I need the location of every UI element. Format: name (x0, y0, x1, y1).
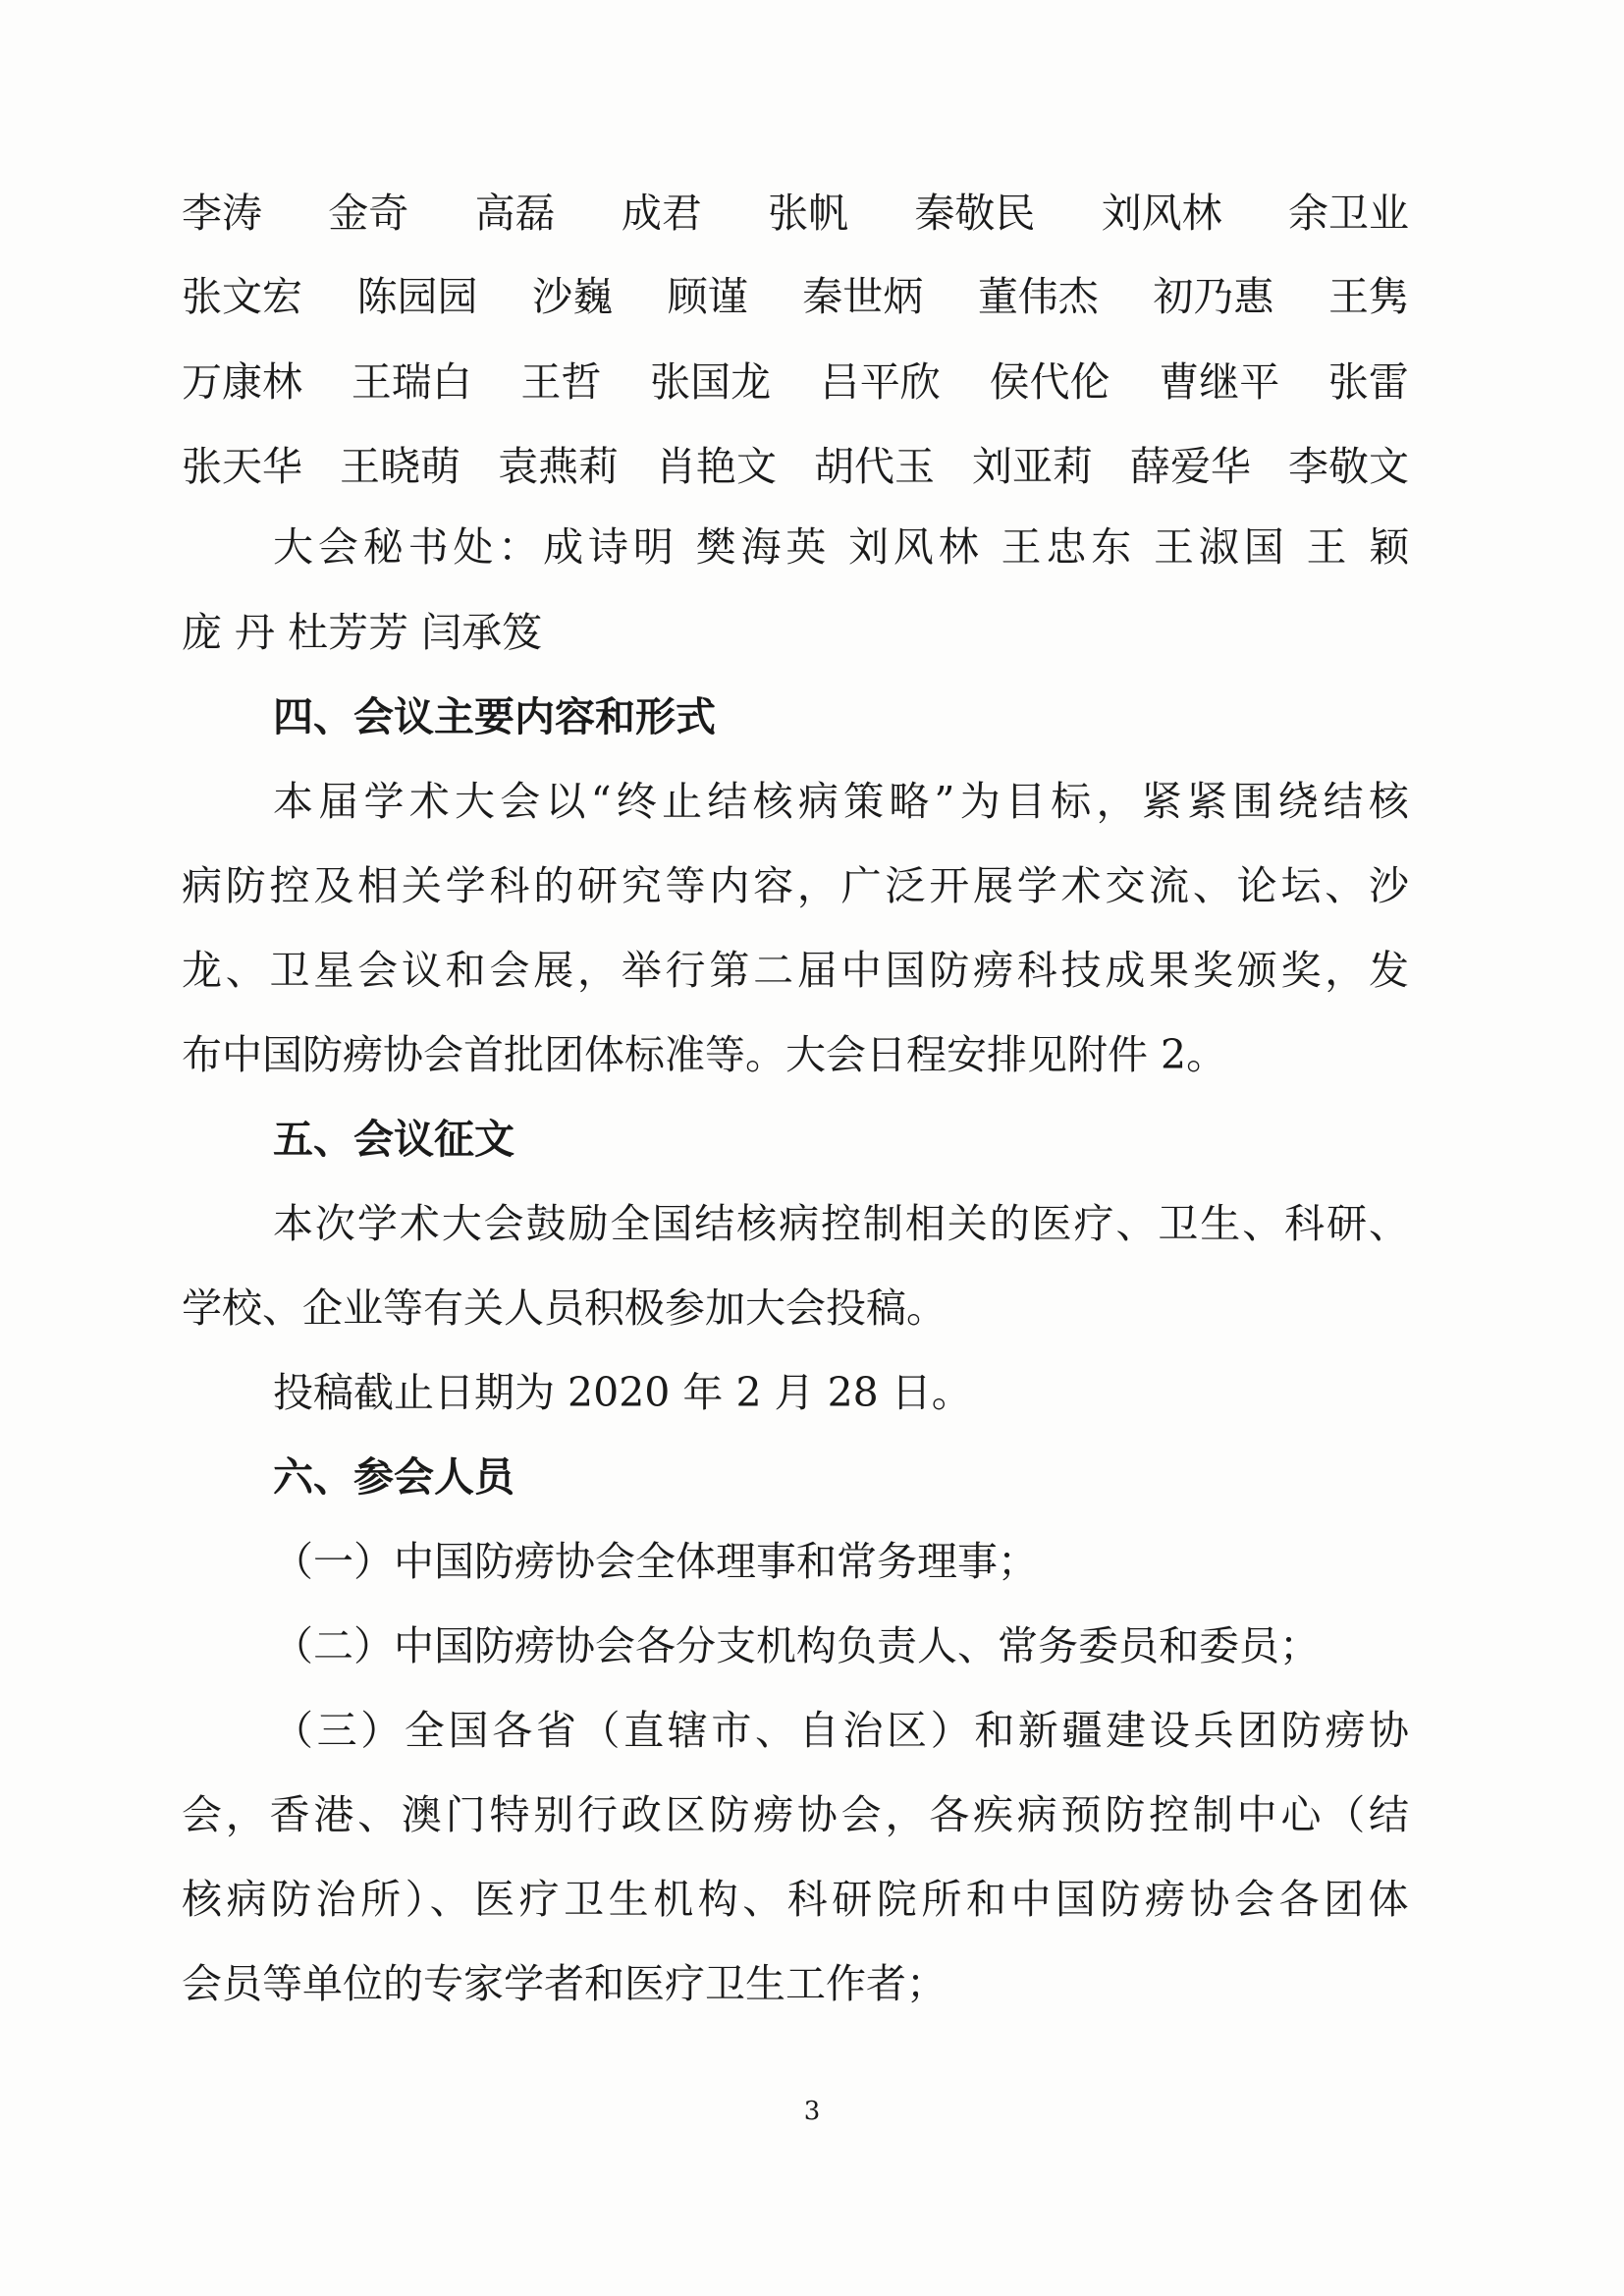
section-5-heading: 五、会议征文 (273, 1116, 514, 1163)
section-4-heading: 四、会议主要内容和形式 (273, 693, 716, 740)
section-4-line: 龙、卫星会议和会展，举行第二届中国防痨科技成果奖颁奖，发 (182, 947, 1413, 994)
name: 秦世炳 (802, 272, 924, 320)
attendee-item-2: （二）中国防痨协会各分支机构负责人、常务委员和委员； (273, 1622, 1320, 1669)
name: 秦敬民 (914, 189, 1036, 237)
name: 金奇 (328, 189, 409, 237)
name: 张文宏 (182, 272, 302, 320)
name: 万康林 (182, 357, 302, 406)
attendee-item-3-line: 核病防治所）、医疗卫生机构、科研院所和中国防痨协会各团体 (182, 1876, 1414, 1923)
name: 肖艳文 (656, 442, 777, 490)
section-6-heading: 六、参会人员 (273, 1453, 514, 1501)
attendee-item-3-line: 会，香港、澳门特别行政区防痨协会，各疾病预防控制中心（结 (182, 1791, 1413, 1838)
name: 张雷 (1327, 357, 1409, 406)
name: 张天华 (182, 442, 302, 490)
name: 侯代伦 (989, 357, 1110, 406)
submission-deadline: 投稿截止日期为 2020 年 2 月 28 日。 (273, 1369, 972, 1416)
name: 王晓萌 (340, 442, 460, 490)
name: 高磊 (474, 189, 556, 237)
name: 陈园园 (356, 272, 478, 320)
name: 余卫业 (1287, 189, 1409, 237)
name-row-2 (182, 263, 1409, 322)
name: 沙巍 (532, 272, 614, 320)
name: 张国龙 (650, 357, 772, 406)
section-4-line: 本届学术大会以“终止结核病策略”为目标，紧紧围绕结核 (273, 778, 1415, 825)
name: 刘风林 (1101, 189, 1222, 237)
name-row-4 (182, 433, 1409, 492)
section-4-line: 病防控及相关学科的研究等内容，广泛开展学术交流、论坛、沙 (182, 862, 1413, 909)
name: 王隽 (1327, 272, 1409, 320)
name-row-3 (182, 349, 1409, 408)
name: 初乃惠 (1153, 272, 1274, 320)
secretariat-line-2: 庞 丹 杜芳芳 闫承笈 (182, 609, 543, 656)
section-4-line: 布中国防痨协会首批团体标准等。大会日程安排见附件 2。 (182, 1031, 1227, 1078)
secretariat-line-1: 大会秘书处：成诗明 樊海英 刘风林 王忠东 王淑国 王 颖 (273, 523, 1415, 571)
attendee-item-3-line: 会员等单位的专家学者和医疗卫生工作者； (182, 1960, 947, 2007)
name: 成君 (621, 189, 702, 237)
name: 张帆 (768, 189, 849, 237)
name-row-1 (182, 180, 1409, 239)
name: 王哲 (520, 357, 602, 406)
name: 顾谨 (667, 272, 748, 320)
name: 王瑞白 (351, 357, 472, 406)
name: 吕平欣 (819, 357, 941, 406)
name: 曹继平 (1159, 357, 1280, 406)
name: 李敬文 (1288, 442, 1409, 490)
attendee-item-1: （一）中国防痨协会全体理事和常务理事； (273, 1538, 1038, 1585)
name: 袁燕莉 (498, 442, 619, 490)
name: 刘亚莉 (972, 442, 1093, 490)
section-5-line: 学校、企业等有关人员积极参加大会投稿。 (182, 1285, 947, 1332)
page-number: 3 (803, 2097, 821, 2126)
section-5-line: 本次学术大会鼓励全国结核病控制相关的医疗、卫生、科研、 (273, 1200, 1411, 1247)
attendee-item-3-line: （三）全国各省（直辖市、自治区）和新疆建设兵团防痨协 (273, 1707, 1413, 1754)
name: 薛爱华 (1130, 442, 1251, 490)
name: 董伟杰 (977, 272, 1099, 320)
name: 胡代玉 (814, 442, 935, 490)
name: 李涛 (182, 189, 262, 237)
